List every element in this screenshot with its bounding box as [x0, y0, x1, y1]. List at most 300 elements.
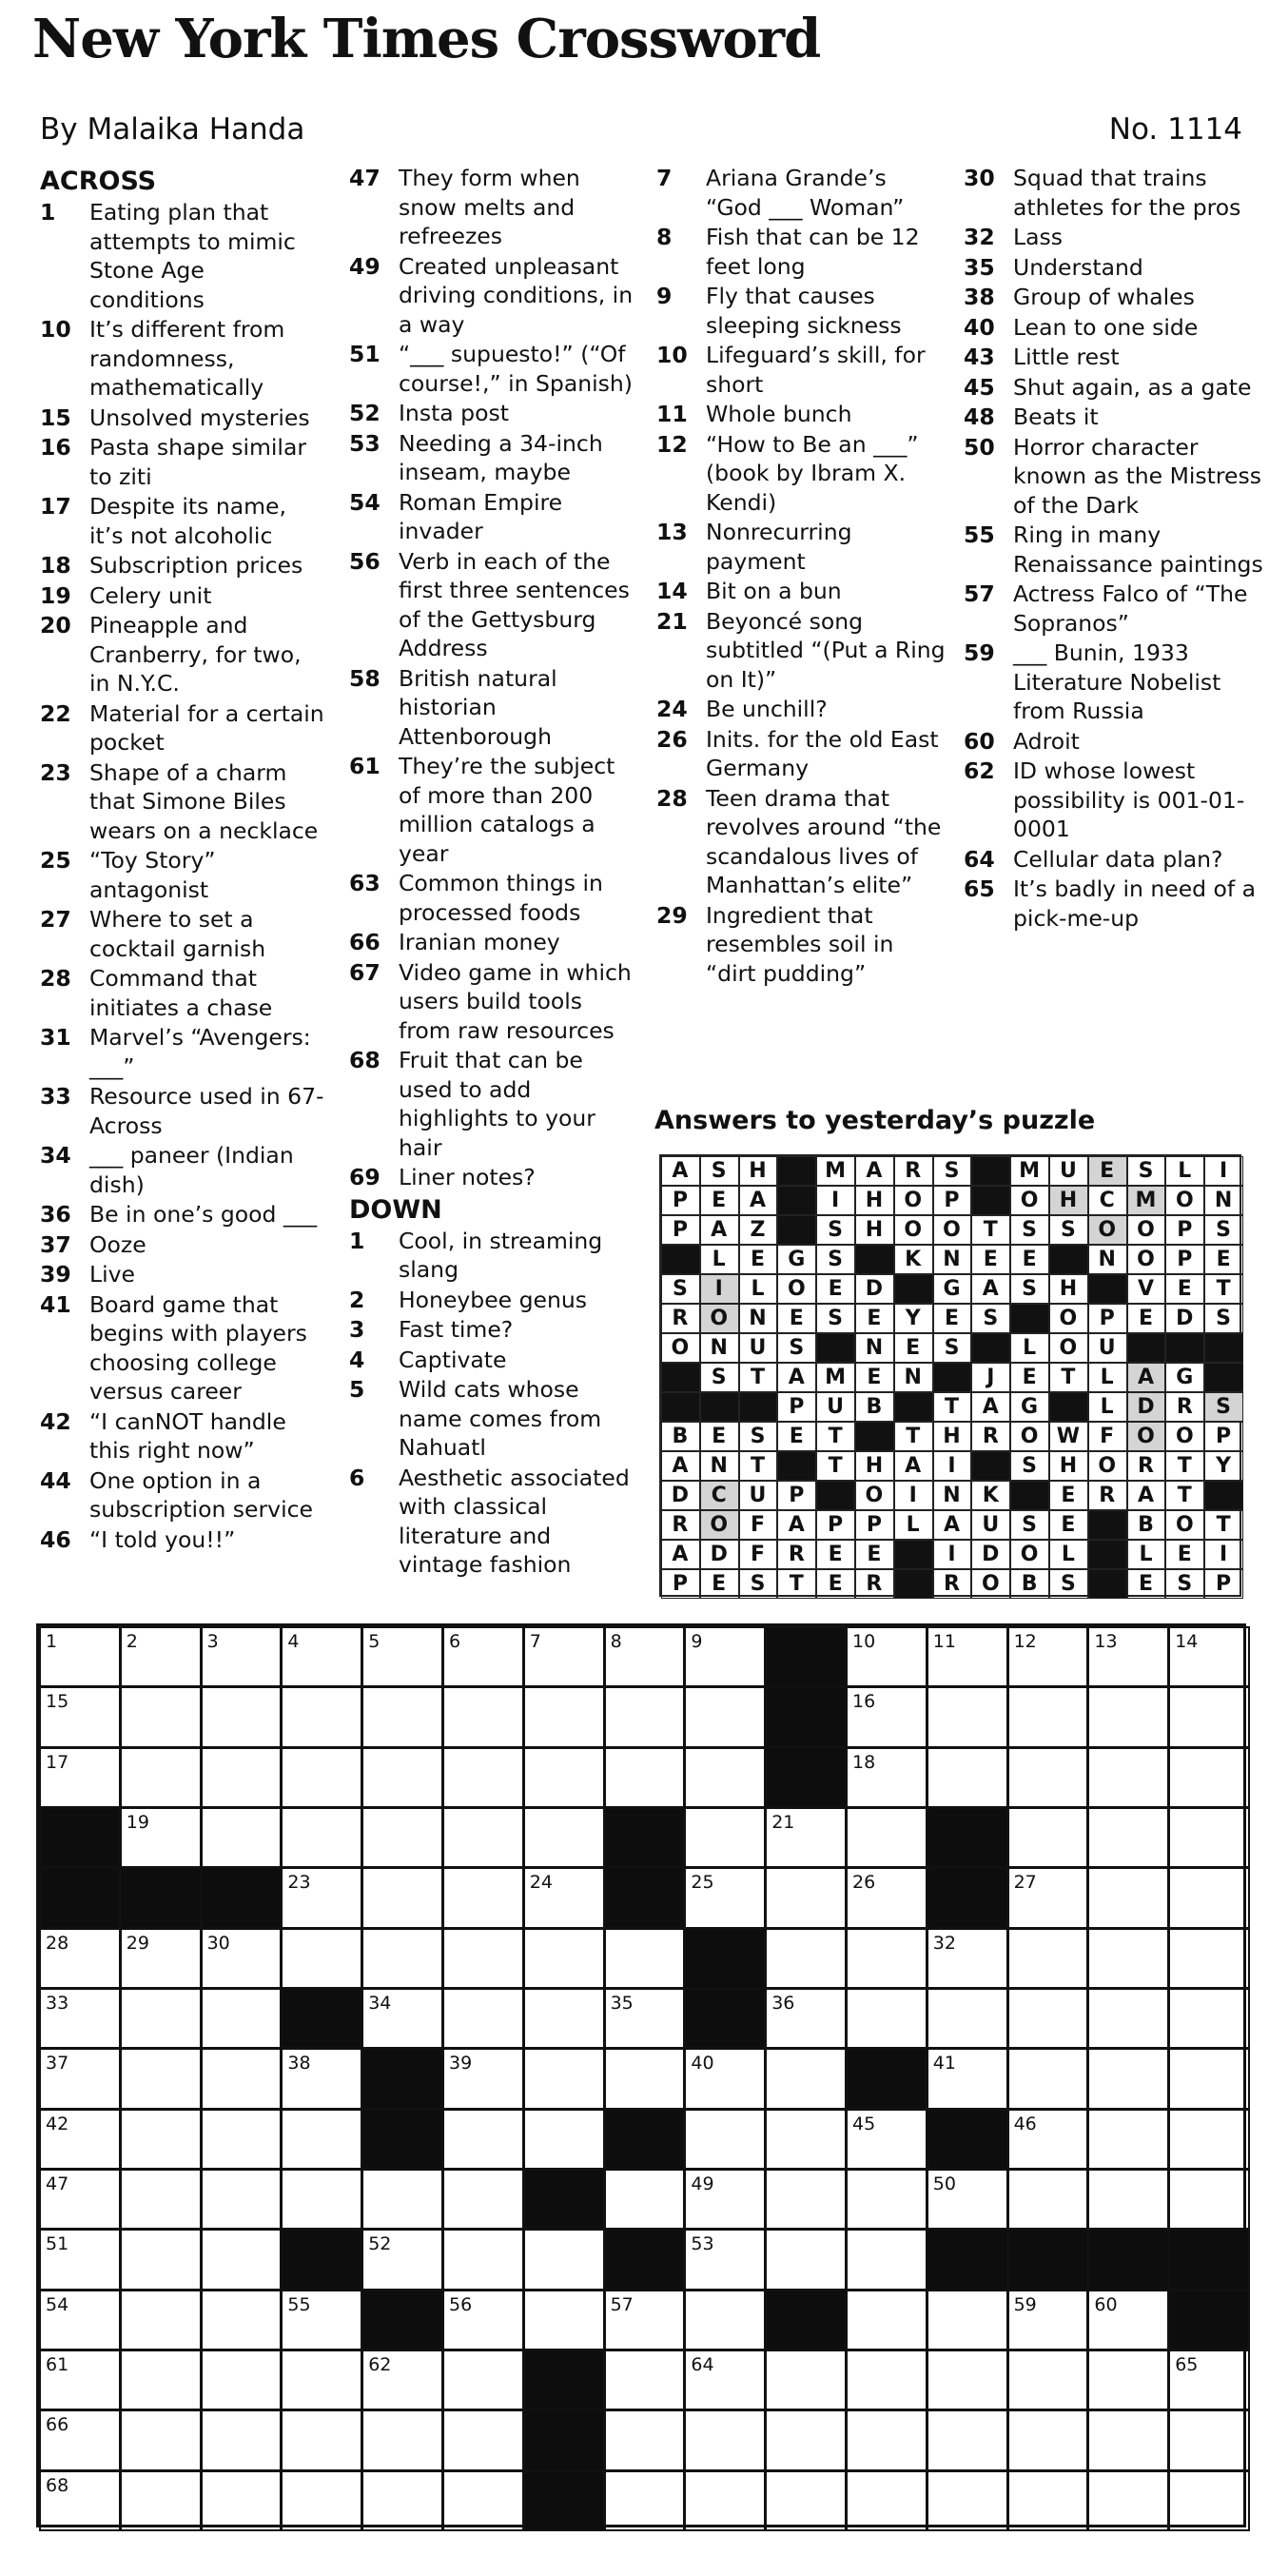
- grid-cell[interactable]: [1007, 1747, 1089, 1808]
- grid-cell[interactable]: [765, 2470, 847, 2531]
- across-clue-67[interactable]: [349, 958, 639, 1046]
- grid-cell[interactable]: [846, 1988, 927, 2049]
- grid-cell[interactable]: [846, 2350, 927, 2410]
- grid-cell[interactable]: [684, 2350, 766, 2410]
- down-clue-48[interactable]: [964, 403, 1263, 432]
- down-clue-38[interactable]: [964, 283, 1263, 312]
- grid-cell[interactable]: [39, 2169, 121, 2230]
- across-clue-46[interactable]: [40, 1525, 325, 1555]
- grid-cell[interactable]: [442, 1626, 524, 1687]
- grid-cell[interactable]: [201, 2409, 283, 2470]
- grid-cell[interactable]: [604, 1928, 686, 1989]
- grid-cell[interactable]: [281, 2169, 362, 2230]
- grid-cell[interactable]: [281, 1807, 362, 1868]
- grid-cell[interactable]: [361, 2229, 443, 2290]
- grid-cell[interactable]: [523, 2048, 605, 2109]
- grid-cell[interactable]: [361, 2470, 443, 2531]
- grid-cell[interactable]: [927, 1747, 1008, 1808]
- grid-cell[interactable]: [846, 2290, 927, 2350]
- clue-text: “How to Be an ___” (book by Ibram X. Kendi): [706, 430, 919, 516]
- answer-letter: [1010, 1540, 1049, 1569]
- down-clue-28[interactable]: [656, 784, 947, 900]
- grid-cell[interactable]: [361, 2169, 443, 2230]
- grid-cell[interactable]: [523, 1626, 605, 1687]
- grid-cell[interactable]: [927, 2048, 1008, 2109]
- grid-cell[interactable]: [604, 2169, 686, 2230]
- grid-cell[interactable]: [281, 2470, 362, 2531]
- down-clue-3[interactable]: [349, 1315, 639, 1345]
- down-clue-32[interactable]: [964, 223, 1263, 252]
- grid-cell[interactable]: [39, 2350, 121, 2410]
- grid-cell[interactable]: [1087, 1686, 1169, 1747]
- down-clue-12[interactable]: [656, 430, 947, 518]
- answer-letter: [661, 1215, 700, 1245]
- grid-cell[interactable]: [846, 1807, 927, 1868]
- grid-cell[interactable]: [201, 1988, 283, 2049]
- grid-cell[interactable]: [1168, 1928, 1250, 1989]
- across-clue-37[interactable]: [40, 1230, 325, 1260]
- grid-cell[interactable]: [765, 1867, 847, 1928]
- answer-letter: [1127, 1510, 1166, 1540]
- across-clue-49[interactable]: [349, 252, 639, 340]
- grid-cell[interactable]: [281, 1626, 362, 1687]
- down-clue-6[interactable]: [349, 1464, 639, 1580]
- grid-cell[interactable]: [523, 1867, 605, 1928]
- answer-block: [971, 1333, 1010, 1363]
- grid-cell[interactable]: [1168, 1807, 1250, 1868]
- down-clue-59[interactable]: [964, 639, 1263, 726]
- grid-cell[interactable]: [120, 1807, 202, 1868]
- grid-cell[interactable]: [1168, 2109, 1250, 2170]
- down-clue-2[interactable]: [349, 1286, 639, 1315]
- down-clue-5[interactable]: [349, 1375, 639, 1463]
- down-clue-65[interactable]: [964, 875, 1263, 933]
- grid-cell[interactable]: [1087, 2109, 1169, 2170]
- grid-cell[interactable]: [120, 2048, 202, 2109]
- grid-cell[interactable]: [523, 1807, 605, 1868]
- grid-cell[interactable]: [927, 2290, 1008, 2350]
- grid-cell[interactable]: [361, 1807, 443, 1868]
- across-clue-23[interactable]: [40, 758, 325, 846]
- across-clue-1[interactable]: [40, 198, 325, 314]
- grid-cell[interactable]: [684, 1686, 766, 1747]
- grid-cell[interactable]: [765, 1988, 847, 2049]
- grid-cell[interactable]: [1087, 1626, 1169, 1687]
- grid-cell[interactable]: [684, 2470, 766, 2531]
- grid-cell[interactable]: [1007, 1867, 1089, 1928]
- grid-cell[interactable]: [361, 1626, 443, 1687]
- answer-char: E: [828, 1543, 844, 1566]
- grid-cell[interactable]: [120, 1988, 202, 2049]
- grid-cell[interactable]: [442, 2048, 524, 2109]
- cell-number: 9: [691, 1631, 703, 1652]
- across-clue-20[interactable]: [40, 611, 325, 698]
- grid-cell[interactable]: [1007, 2290, 1089, 2350]
- grid-cell[interactable]: [281, 2109, 362, 2170]
- down-clue-9[interactable]: [656, 282, 947, 340]
- grid-cell[interactable]: [846, 1747, 927, 1808]
- across-clue-19[interactable]: [40, 581, 325, 611]
- grid-block: [604, 1807, 686, 1868]
- grid-cell[interactable]: [361, 1686, 443, 1747]
- grid-cell[interactable]: [281, 1747, 362, 1808]
- across-clue-54[interactable]: [349, 488, 639, 546]
- grid-cell[interactable]: [523, 1928, 605, 1989]
- grid-cell[interactable]: [1007, 1988, 1089, 2049]
- grid-cell[interactable]: [1087, 2470, 1169, 2531]
- grid-cell[interactable]: [927, 2169, 1008, 2230]
- grid-cell[interactable]: [1087, 1988, 1169, 2049]
- grid-cell[interactable]: [1168, 1747, 1250, 1808]
- grid-cell[interactable]: [765, 1928, 847, 1989]
- across-clue-15[interactable]: [40, 403, 325, 433]
- grid-cell[interactable]: [281, 1867, 362, 1928]
- grid-cell[interactable]: [927, 1686, 1008, 1747]
- across-clue-18[interactable]: [40, 551, 325, 580]
- grid-cell[interactable]: [604, 1626, 686, 1687]
- down-clue-1[interactable]: [349, 1227, 639, 1285]
- grid-cell[interactable]: [1087, 2048, 1169, 2109]
- grid-cell[interactable]: [523, 2290, 605, 2350]
- grid-cell[interactable]: [684, 2109, 766, 2170]
- clue-number: 62: [964, 757, 995, 784]
- grid-cell[interactable]: [39, 2048, 121, 2109]
- grid-cell[interactable]: [281, 2048, 362, 2109]
- grid-cell[interactable]: [684, 2169, 766, 2230]
- grid-cell[interactable]: [39, 2229, 121, 2290]
- answer-letter: [894, 1333, 933, 1363]
- grid-cell[interactable]: [201, 1747, 283, 1808]
- grid-cell[interactable]: [39, 1988, 121, 2049]
- grid-cell[interactable]: [765, 2229, 847, 2290]
- grid-cell[interactable]: [1168, 2470, 1250, 2531]
- grid-cell[interactable]: [927, 2409, 1008, 2470]
- down-clue-21[interactable]: [656, 607, 947, 695]
- across-clue-36[interactable]: [40, 1200, 325, 1229]
- answer-block: [661, 1392, 700, 1422]
- grid-cell[interactable]: [765, 1807, 847, 1868]
- answer-letter: [700, 1156, 739, 1186]
- down-clue-55[interactable]: [964, 521, 1263, 579]
- grid-cell[interactable]: [846, 1867, 927, 1928]
- grid-cell[interactable]: [361, 2409, 443, 2470]
- grid-cell[interactable]: [604, 2470, 686, 2531]
- grid-cell[interactable]: [1087, 1928, 1169, 1989]
- grid-cell[interactable]: [604, 1686, 686, 1747]
- grid-cell[interactable]: [120, 1686, 202, 1747]
- grid-cell[interactable]: [604, 1988, 686, 2049]
- across-clue-51[interactable]: [349, 340, 639, 398]
- grid-cell[interactable]: [201, 1807, 283, 1868]
- grid-cell[interactable]: [846, 1928, 927, 1989]
- grid-cell[interactable]: [684, 2048, 766, 2109]
- answer-letter: [661, 1540, 700, 1569]
- grid-cell[interactable]: [39, 2109, 121, 2170]
- answer-char: O: [710, 1513, 730, 1537]
- grid-cell[interactable]: [442, 1807, 524, 1868]
- answer-char: E: [1177, 1277, 1193, 1301]
- down-clue-26[interactable]: [656, 725, 947, 783]
- grid-cell[interactable]: [281, 1686, 362, 1747]
- grid-cell[interactable]: [39, 1928, 121, 1989]
- grid-cell[interactable]: [1168, 2169, 1250, 2230]
- grid-cell[interactable]: [927, 2470, 1008, 2531]
- grid-cell[interactable]: [684, 1747, 766, 1808]
- grid-cell[interactable]: [39, 1747, 121, 1808]
- grid-cell[interactable]: [684, 1867, 766, 1928]
- grid-cell[interactable]: [1007, 2409, 1089, 2470]
- grid-cell[interactable]: [1087, 2350, 1169, 2410]
- grid-cell[interactable]: [604, 2350, 686, 2410]
- grid-cell[interactable]: [1168, 1686, 1250, 1747]
- down-clue-35[interactable]: [964, 253, 1263, 283]
- grid-cell[interactable]: [442, 1988, 524, 2049]
- grid-cell[interactable]: [1087, 2409, 1169, 2470]
- clue-number: 58: [349, 664, 381, 692]
- across-clue-61[interactable]: [349, 752, 639, 868]
- answer-char: P: [1177, 1218, 1194, 1242]
- across-clue-34[interactable]: [40, 1141, 325, 1199]
- answer-letter: [1049, 1304, 1088, 1333]
- grid-cell[interactable]: [120, 2290, 202, 2350]
- answer-char: Y: [1216, 1454, 1233, 1478]
- clue-number: 49: [349, 252, 381, 280]
- grid-cell[interactable]: [442, 2409, 524, 2470]
- grid-cell[interactable]: [765, 2048, 847, 2109]
- across-clue-16[interactable]: [40, 433, 325, 491]
- grid-cell[interactable]: [1087, 1807, 1169, 1868]
- grid-cell[interactable]: [120, 1747, 202, 1808]
- down-clue-60[interactable]: [964, 727, 1263, 757]
- grid-cell[interactable]: [684, 1626, 766, 1687]
- grid-cell[interactable]: [1007, 1928, 1089, 1989]
- across-clue-44[interactable]: [40, 1466, 325, 1524]
- across-clue-63[interactable]: [349, 869, 639, 927]
- down-clue-8[interactable]: [656, 223, 947, 281]
- answer-char: S: [1022, 1454, 1039, 1478]
- answer-letter: [933, 1333, 972, 1363]
- across-clue-27[interactable]: [40, 905, 325, 963]
- grid-cell[interactable]: [442, 2229, 524, 2290]
- grid-cell[interactable]: [1168, 2409, 1250, 2470]
- grid-cell[interactable]: [442, 2109, 524, 2170]
- answer-char: S: [1216, 1395, 1233, 1419]
- grid-cell[interactable]: [1007, 2109, 1089, 2170]
- across-clue-66[interactable]: [349, 928, 639, 957]
- grid-cell[interactable]: [361, 2350, 443, 2410]
- grid-cell[interactable]: [927, 1988, 1008, 2049]
- grid-cell[interactable]: [846, 2169, 927, 2230]
- grid-cell[interactable]: [281, 2350, 362, 2410]
- grid-cell[interactable]: [120, 2229, 202, 2290]
- grid-cell[interactable]: [120, 2109, 202, 2170]
- grid-cell[interactable]: [201, 2109, 283, 2170]
- grid-cell[interactable]: [442, 2169, 524, 2230]
- grid-cell[interactable]: [1087, 1867, 1169, 1928]
- grid-cell[interactable]: [120, 2350, 202, 2410]
- down-clue-40[interactable]: [964, 313, 1263, 343]
- grid-cell[interactable]: [604, 1747, 686, 1808]
- answer-letter: [739, 1245, 778, 1274]
- across-clue-69[interactable]: [349, 1163, 639, 1192]
- grid-cell[interactable]: [1007, 2169, 1089, 2230]
- across-clue-25[interactable]: [40, 846, 325, 904]
- grid-cell[interactable]: [361, 1747, 443, 1808]
- clue-text: Fast time?: [399, 1316, 514, 1343]
- grid-cell[interactable]: [846, 2470, 927, 2531]
- grid-cell[interactable]: [927, 1626, 1008, 1687]
- grid-cell[interactable]: [927, 1928, 1008, 1989]
- grid-cell[interactable]: [442, 1867, 524, 1928]
- grid-cell[interactable]: [120, 2409, 202, 2470]
- clue-number: 56: [349, 547, 381, 575]
- answer-char: F: [750, 1543, 766, 1566]
- grid-cell[interactable]: [1168, 2350, 1250, 2410]
- across-clue-53[interactable]: [349, 429, 639, 487]
- grid-cell[interactable]: [201, 2169, 283, 2230]
- grid-cell[interactable]: [765, 2409, 847, 2470]
- grid-cell[interactable]: [765, 2350, 847, 2410]
- across-clue-42[interactable]: [40, 1407, 325, 1465]
- grid-cell[interactable]: [442, 2350, 524, 2410]
- across-clue-52[interactable]: [349, 399, 639, 428]
- grid-cell[interactable]: [1168, 1626, 1250, 1687]
- grid-cell[interactable]: [523, 1988, 605, 2049]
- grid-cell[interactable]: [120, 1928, 202, 1989]
- grid-cell[interactable]: [201, 2229, 283, 2290]
- grid-cell[interactable]: [120, 1626, 202, 1687]
- answer-char: H: [943, 1425, 962, 1448]
- down-clue-7[interactable]: [656, 164, 947, 222]
- down-clue-45[interactable]: [964, 373, 1263, 403]
- grid-cell[interactable]: [39, 2290, 121, 2350]
- crossword-grid[interactable]: [36, 1623, 1246, 2527]
- grid-cell[interactable]: [1007, 1807, 1089, 1868]
- grid-cell[interactable]: [523, 2109, 605, 2170]
- grid-cell[interactable]: [442, 1686, 524, 1747]
- grid-cell[interactable]: [361, 1988, 443, 2049]
- grid-cell[interactable]: [684, 1807, 766, 1868]
- cell-number: 56: [449, 2293, 473, 2315]
- grid-cell[interactable]: [1007, 2470, 1089, 2531]
- grid-cell[interactable]: [765, 2169, 847, 2230]
- down-clue-64[interactable]: [964, 845, 1263, 875]
- across-clue-22[interactable]: [40, 699, 325, 757]
- grid-cell[interactable]: [281, 2290, 362, 2350]
- grid-cell[interactable]: [604, 2409, 686, 2470]
- grid-cell[interactable]: [1007, 1626, 1089, 1687]
- grid-cell[interactable]: [523, 1686, 605, 1747]
- grid-cell[interactable]: [281, 2409, 362, 2470]
- grid-cell[interactable]: [1087, 1747, 1169, 1808]
- down-clue-29[interactable]: [656, 901, 947, 989]
- down-clue-11[interactable]: [656, 400, 947, 429]
- grid-cell[interactable]: [442, 2290, 524, 2350]
- grid-cell[interactable]: [523, 1747, 605, 1808]
- grid-cell[interactable]: [39, 2470, 121, 2531]
- grid-cell[interactable]: [684, 2409, 766, 2470]
- across-clue-58[interactable]: [349, 664, 639, 752]
- down-clue-62[interactable]: [964, 757, 1263, 844]
- grid-cell[interactable]: [120, 2169, 202, 2230]
- down-clue-24[interactable]: [656, 695, 947, 724]
- grid-cell[interactable]: [361, 1928, 443, 1989]
- grid-cell[interactable]: [1168, 1988, 1250, 2049]
- grid-cell[interactable]: [604, 2290, 686, 2350]
- down-clue-4[interactable]: [349, 1346, 639, 1375]
- grid-cell[interactable]: [361, 1867, 443, 1928]
- grid-cell[interactable]: [201, 2470, 283, 2531]
- across-clue-31[interactable]: [40, 1023, 325, 1081]
- grid-cell[interactable]: [201, 2048, 283, 2109]
- grid-cell[interactable]: [765, 2109, 847, 2170]
- across-clue-33[interactable]: [40, 1082, 325, 1140]
- down-clue-43[interactable]: [964, 343, 1263, 372]
- across-clue-28[interactable]: [40, 964, 325, 1022]
- grid-cell[interactable]: [684, 2290, 766, 2350]
- grid-cell[interactable]: [846, 1686, 927, 1747]
- grid-cell[interactable]: [1007, 1686, 1089, 1747]
- down-clue-14[interactable]: [656, 577, 947, 606]
- grid-cell[interactable]: [201, 2290, 283, 2350]
- grid-cell[interactable]: [39, 1686, 121, 1747]
- grid-cell[interactable]: [39, 1626, 121, 1687]
- grid-cell[interactable]: [846, 2409, 927, 2470]
- grid-cell[interactable]: [1007, 2350, 1089, 2410]
- across-clue-17[interactable]: [40, 492, 325, 550]
- answer-char: O: [1137, 1425, 1156, 1448]
- grid-cell[interactable]: [201, 1928, 283, 1989]
- across-clue-39[interactable]: [40, 1260, 325, 1289]
- down-clue-50[interactable]: [964, 433, 1263, 521]
- answer-letter: [1165, 1215, 1204, 1245]
- down-clue-13[interactable]: [656, 518, 947, 576]
- down-clue-30[interactable]: [964, 164, 1263, 222]
- across-clue-68[interactable]: [349, 1046, 639, 1162]
- grid-cell[interactable]: [281, 1928, 362, 1989]
- down-clue-10[interactable]: [656, 341, 947, 399]
- grid-cell[interactable]: [201, 1626, 283, 1687]
- grid-cell[interactable]: [1087, 2169, 1169, 2230]
- across-clue-47[interactable]: [349, 164, 639, 251]
- grid-cell[interactable]: [39, 2409, 121, 2470]
- answer-letter: [777, 1333, 816, 1363]
- grid-cell[interactable]: [1007, 2048, 1089, 2109]
- grid-cell[interactable]: [201, 1686, 283, 1747]
- grid-cell[interactable]: [684, 2229, 766, 2290]
- grid-block: [927, 1867, 1008, 1928]
- grid-cell[interactable]: [846, 2229, 927, 2290]
- grid-cell[interactable]: [927, 2350, 1008, 2410]
- down-clue-57[interactable]: [964, 580, 1263, 638]
- grid-cell[interactable]: [201, 2350, 283, 2410]
- grid-cell[interactable]: [1087, 2290, 1169, 2350]
- grid-cell[interactable]: [442, 2470, 524, 2531]
- across-clue-10[interactable]: [40, 315, 325, 403]
- across-clue-41[interactable]: [40, 1290, 325, 1406]
- across-clue-56[interactable]: [349, 547, 639, 663]
- grid-cell[interactable]: [1168, 1867, 1250, 1928]
- grid-cell[interactable]: [442, 1747, 524, 1808]
- grid-cell[interactable]: [604, 2048, 686, 2109]
- grid-cell[interactable]: [442, 1928, 524, 1989]
- grid-cell[interactable]: [846, 2109, 927, 2170]
- grid-cell[interactable]: [1168, 2048, 1250, 2109]
- grid-cell[interactable]: [846, 1626, 927, 1687]
- grid-cell[interactable]: [120, 2470, 202, 2531]
- grid-cell[interactable]: [523, 2229, 605, 2290]
- answer-char: R: [866, 1572, 884, 1596]
